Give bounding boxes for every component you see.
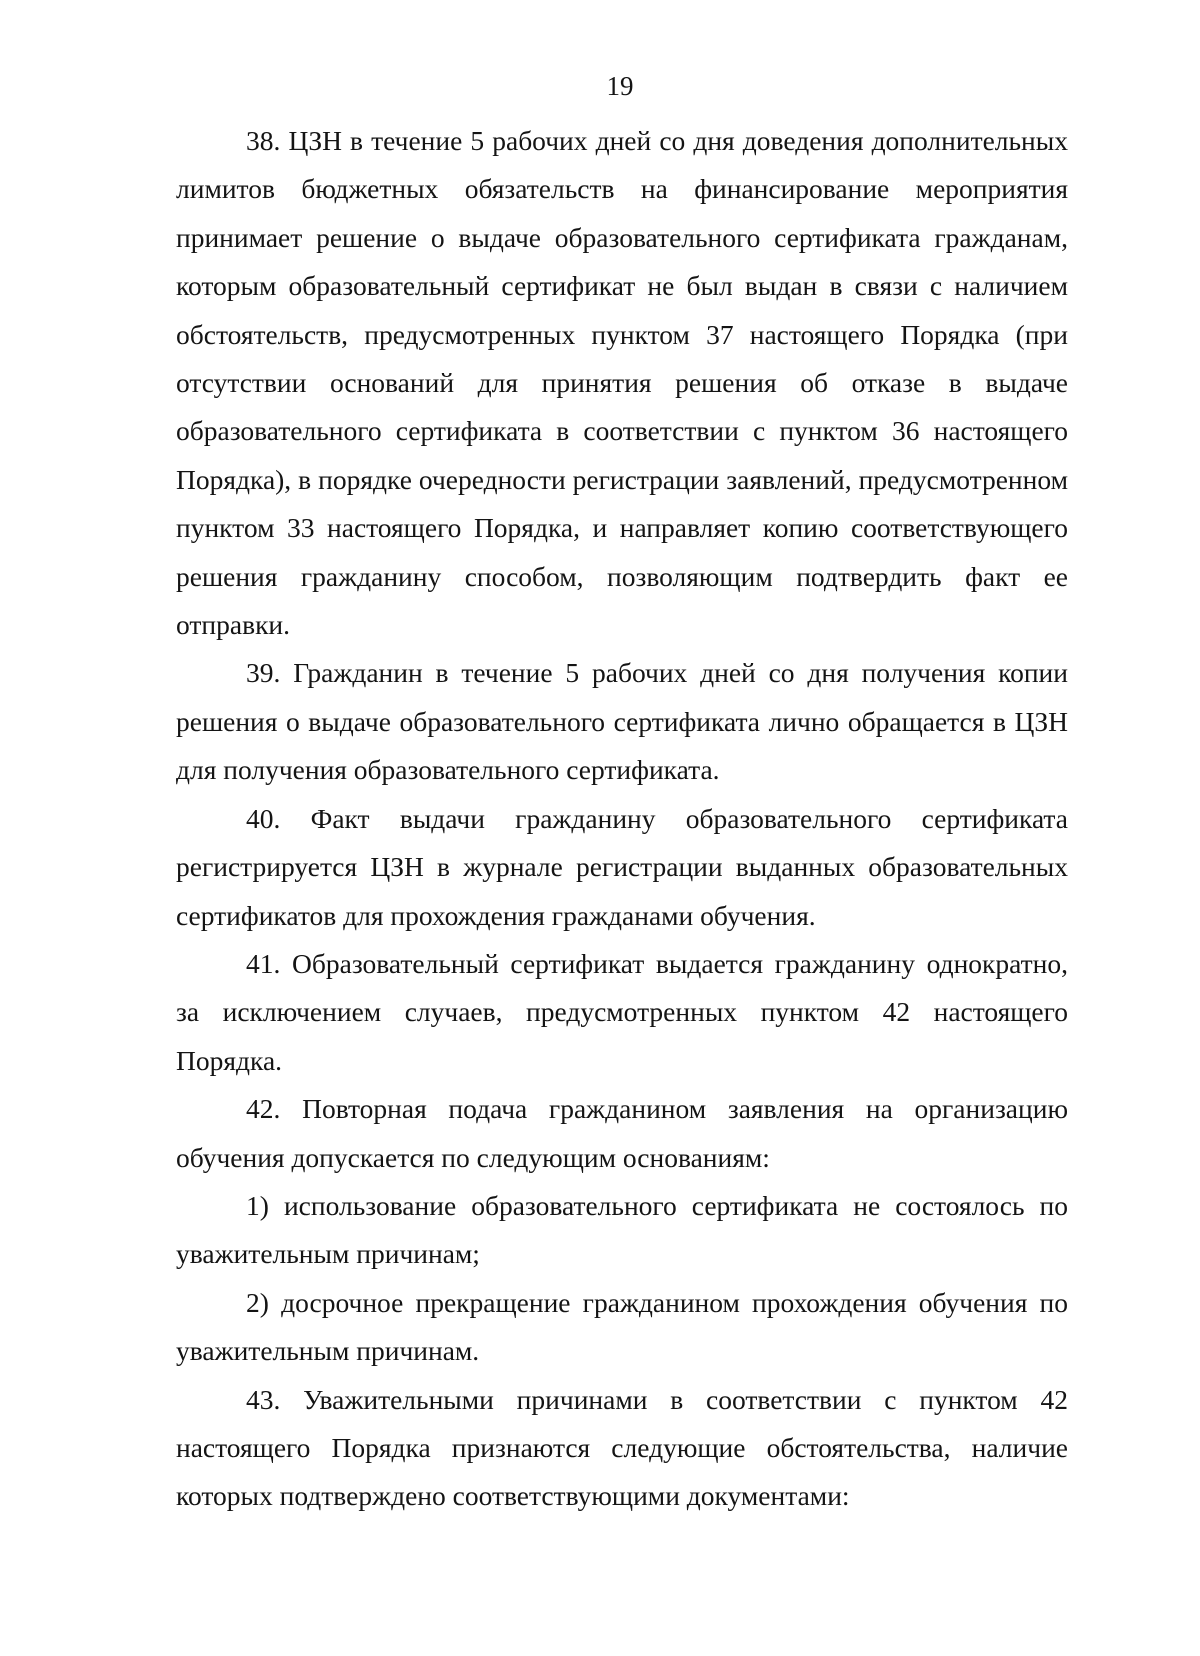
page-number: 19 [606, 71, 634, 101]
paragraph-42: 42. Повторная подача гражданином заявления на организацию обучения допускается по следующим основаниям: [176, 1093, 1068, 1173]
paragraph-41: 41. Образовательный сертификат выдается гражданину однократно, за исключением случаев, предусмотренных пунктом 42 настоящего Порядка. [176, 947, 1068, 1076]
paragraph-40: 40. Факт выдачи гражданину образовательного сертификата регистрируется ЦЗН в журнале регистрации выданных образовательных сертификатов для прохождения гражданами обучения. [176, 802, 1068, 931]
paragraph-42-item-2: 2) досрочное прекращение гражданином прохождения обучения по уважительным причинам. [176, 1286, 1068, 1367]
document-body [176, 117, 1068, 1521]
paragraph-38: 38. ЦЗН в течение 5 рабочих дней со дня доведения дополнительных лимитов бюджетных обязательств на финансирование мероприятия принимает решение о выдаче образовательного сертификата гражданам, которым образовательный сертификат не был выдан в связи с наличием обстоятельств, предусмотренных пунктом 37 настоящего Порядка (при отсутствии оснований для принятия решения об отказе в выдаче образовательного сертификата в соответствии с пунктом 36 настоящего Порядка), в порядке очередности регистрации заявлений, предусмотренном пунктом 33 настоящего Порядка, и направляет копию соответствующего решения гражданину способом, позволяющим подтвердить факт ее отправки. [176, 125, 1068, 641]
paragraph-43: 43. Уважительными причинами в соответствии с пунктом 42 настоящего Порядка признаются следующие обстоятельства, наличие которых подтверждено соответствующими документами: [176, 1383, 1068, 1512]
paragraph-42-item-1: 1) использование образовательного сертификата не состоялось по уважительным причинам; [176, 1189, 1068, 1270]
paragraph-39: 39. Гражданин в течение 5 рабочих дней со дня получения копии решения о выдаче образовательного сертификата лично обращается в ЦЗН для получения образовательного сертификата. [176, 657, 1068, 786]
